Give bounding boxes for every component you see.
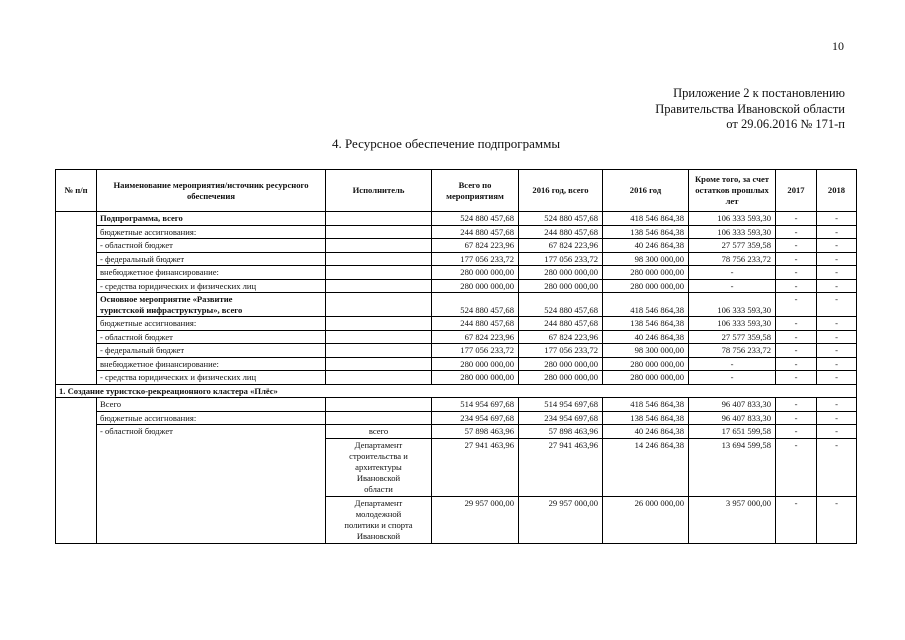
row-2018: - <box>817 279 857 293</box>
row-remains: - <box>689 266 776 280</box>
row-name: Всего <box>97 398 326 412</box>
row-name: бюджетные ассигнования: <box>97 225 326 239</box>
section-heading: 4. Ресурсное обеспечение подпрограммы <box>332 136 561 151</box>
table-row <box>56 225 857 239</box>
row-executor <box>326 317 432 331</box>
row-total: 524 880 457,68 <box>432 212 519 226</box>
row-2016-all: 524 880 457,68 <box>519 293 603 317</box>
row-name: - федеральный бюджет <box>97 344 326 358</box>
row-2018: - <box>817 266 857 280</box>
row-2018: - <box>817 344 857 358</box>
row-2017: - <box>776 330 817 344</box>
row-2017: - <box>776 357 817 371</box>
row-executor <box>326 357 432 371</box>
row-total: 67 824 223,96 <box>432 330 519 344</box>
row-2017: - <box>776 317 817 331</box>
row-remains: 106 333 593,30 <box>689 225 776 239</box>
row-remains: 27 577 359,58 <box>689 330 776 344</box>
row-remains: 96 407 833,30 <box>689 398 776 412</box>
row-remains: 106 333 593,30 <box>689 293 776 317</box>
row-2016: 138 546 864,38 <box>603 317 689 331</box>
executor-line: Ивановской <box>356 473 401 483</box>
row-name: внебюджетное финансирование: <box>97 357 326 371</box>
row-remains: 3 957 000,00 <box>689 497 776 544</box>
row-2017: - <box>776 239 817 253</box>
table-row <box>56 411 857 425</box>
row-total: 244 880 457,68 <box>432 225 519 239</box>
table-header-row <box>56 170 857 212</box>
row-2016: 98 300 000,00 <box>603 344 689 358</box>
row-name-main-activity <box>97 293 326 317</box>
row-remains: - <box>689 371 776 385</box>
row-executor: всего <box>326 425 432 439</box>
table-row <box>56 330 857 344</box>
row-2018: - <box>817 330 857 344</box>
row-2016: 418 546 864,38 <box>603 212 689 226</box>
table-row <box>56 317 857 331</box>
row-2018: - <box>817 293 857 317</box>
row-remains: 27 577 359,58 <box>689 239 776 253</box>
row-2016: 280 000 000,00 <box>603 266 689 280</box>
row-2016: 26 000 000,00 <box>603 497 689 544</box>
table-row <box>56 425 857 439</box>
row-2017: - <box>776 439 817 497</box>
row-2016: 418 546 864,38 <box>603 398 689 412</box>
table-row <box>56 344 857 358</box>
header-executor: Исполнитель <box>326 170 432 212</box>
row-2017: - <box>776 344 817 358</box>
table-row <box>56 293 857 317</box>
row-2018: - <box>817 357 857 371</box>
row-total: 177 056 233,72 <box>432 344 519 358</box>
row-name: бюджетные ассигнования: <box>97 411 326 425</box>
executor-line: Департамент <box>354 440 403 450</box>
row-total: 29 957 000,00 <box>432 497 519 544</box>
row-total: 524 880 457,68 <box>432 293 519 317</box>
row-2016-all: 177 056 233,72 <box>519 252 603 266</box>
row-remains: 106 333 593,30 <box>689 212 776 226</box>
header-2017: 2017 <box>776 170 817 212</box>
row-2016: 14 246 864,38 <box>603 439 689 497</box>
executor-line: молодежной <box>355 509 402 519</box>
row-2016-all: 280 000 000,00 <box>519 266 603 280</box>
executor-line: политики и спорта <box>344 520 413 530</box>
row-2018: - <box>817 225 857 239</box>
row-2016-all: 29 957 000,00 <box>519 497 603 544</box>
section-row <box>56 384 857 398</box>
row-2017: - <box>776 293 817 317</box>
row-name: - средства юридических и физических лиц <box>97 371 326 385</box>
row-2017: - <box>776 212 817 226</box>
page-number: 10 <box>832 39 844 53</box>
row-total: 280 000 000,00 <box>432 279 519 293</box>
row-2017: - <box>776 252 817 266</box>
row-total: 67 824 223,96 <box>432 239 519 253</box>
row-2016-all: 67 824 223,96 <box>519 330 603 344</box>
row-executor <box>326 330 432 344</box>
row-2018: - <box>817 252 857 266</box>
table-row <box>56 398 857 412</box>
executor-line: архитектуры <box>355 462 402 472</box>
row-total: 514 954 697,68 <box>432 398 519 412</box>
resource-table <box>55 169 857 544</box>
row-name: - областной бюджет <box>97 239 326 253</box>
row-name-line: туристской инфраструктуры», всего <box>100 304 243 315</box>
row-executor <box>326 225 432 239</box>
row-executor <box>326 239 432 253</box>
row-2016-all: 280 000 000,00 <box>519 371 603 385</box>
row-executor <box>326 279 432 293</box>
header-2016: 2016 год <box>603 170 689 212</box>
table-row <box>56 279 857 293</box>
row-executor <box>326 398 432 412</box>
row-name: бюджетные ассигнования: <box>97 317 326 331</box>
executor-line: строительства и <box>349 451 408 461</box>
row-remains: 96 407 833,30 <box>689 411 776 425</box>
executor-line: области <box>364 484 393 494</box>
row-2016: 280 000 000,00 <box>603 279 689 293</box>
header-num: № п/п <box>56 170 97 212</box>
row-executor <box>326 252 432 266</box>
row-executor <box>326 411 432 425</box>
row-remains: 78 756 233,72 <box>689 252 776 266</box>
row-total: 57 898 463,96 <box>432 425 519 439</box>
appendix-line: Правительства Ивановской области <box>655 101 845 116</box>
row-2017: - <box>776 266 817 280</box>
row-total: 280 000 000,00 <box>432 357 519 371</box>
row-name: - федеральный бюджет <box>97 252 326 266</box>
row-executor <box>326 212 432 226</box>
row-2016-all: 280 000 000,00 <box>519 357 603 371</box>
header-2016-all: 2016 год, всего <box>519 170 603 212</box>
row-2017: - <box>776 497 817 544</box>
table-row <box>56 357 857 371</box>
row-2016-all: 524 880 457,68 <box>519 212 603 226</box>
row-total: 244 880 457,68 <box>432 317 519 331</box>
row-executor-department <box>326 439 432 497</box>
row-2018: - <box>817 425 857 439</box>
row-remains: 13 694 599,58 <box>689 439 776 497</box>
row-2016: 138 546 864,38 <box>603 225 689 239</box>
row-2016-all: 177 056 233,72 <box>519 344 603 358</box>
row-remains: 17 651 599,58 <box>689 425 776 439</box>
row-2016-all: 57 898 463,96 <box>519 425 603 439</box>
row-2018: - <box>817 439 857 497</box>
row-2016-all: 244 880 457,68 <box>519 225 603 239</box>
row-2018: - <box>817 212 857 226</box>
table-row <box>56 212 857 226</box>
row-remains: - <box>689 279 776 293</box>
row-total: 280 000 000,00 <box>432 371 519 385</box>
row-remains: 106 333 593,30 <box>689 317 776 331</box>
row-2016-all: 27 941 463,96 <box>519 439 603 497</box>
row-name: - областной бюджет <box>97 425 326 544</box>
row-2016: 280 000 000,00 <box>603 357 689 371</box>
row-total: 280 000 000,00 <box>432 266 519 280</box>
row-remains: - <box>689 357 776 371</box>
row-2018: - <box>817 239 857 253</box>
row-2016: 418 546 864,38 <box>603 293 689 317</box>
row-2016: 40 246 864,38 <box>603 330 689 344</box>
row-total: 234 954 697,68 <box>432 411 519 425</box>
row-2017: - <box>776 398 817 412</box>
row-2017: - <box>776 425 817 439</box>
row-2018: - <box>817 411 857 425</box>
row-name: Подпрограмма, всего <box>97 212 326 226</box>
row-total: 27 941 463,96 <box>432 439 519 497</box>
row-2017: - <box>776 225 817 239</box>
table-row <box>56 371 857 385</box>
row-2016-all: 514 954 697,68 <box>519 398 603 412</box>
row-executor <box>326 344 432 358</box>
row-2016-all: 280 000 000,00 <box>519 279 603 293</box>
row-2016: 138 546 864,38 <box>603 411 689 425</box>
appendix-reference <box>655 86 845 133</box>
row-2016: 40 246 864,38 <box>603 239 689 253</box>
row-number-cell <box>56 212 97 385</box>
row-remains: 78 756 233,72 <box>689 344 776 358</box>
row-2018: - <box>817 317 857 331</box>
row-2016-all: 234 954 697,68 <box>519 411 603 425</box>
section-title: 1. Создание туристско-рекреационного кластера «Плёс» <box>56 384 857 398</box>
row-name: - областной бюджет <box>97 330 326 344</box>
header-total: Всего по мероприятиям <box>432 170 519 212</box>
row-executor-department <box>326 497 432 544</box>
row-executor <box>326 371 432 385</box>
row-2016: 40 246 864,38 <box>603 425 689 439</box>
row-executor <box>326 293 432 317</box>
row-executor <box>326 266 432 280</box>
header-name: Наименование мероприятия/источник ресурсного обеспечения <box>97 170 326 212</box>
header-remains: Кроме того, за счет остатков прошлых лет <box>689 170 776 212</box>
row-2016: 280 000 000,00 <box>603 371 689 385</box>
executor-line: Департамент <box>354 498 403 508</box>
appendix-line: от 29.06.2016 № 171-п <box>726 117 845 131</box>
row-2016-all: 244 880 457,68 <box>519 317 603 331</box>
row-name-line: Основное мероприятие «Развитие <box>100 294 233 304</box>
row-2017: - <box>776 279 817 293</box>
executor-line: Ивановской <box>356 531 401 541</box>
row-2018: - <box>817 371 857 385</box>
row-2016: 98 300 000,00 <box>603 252 689 266</box>
row-2017: - <box>776 411 817 425</box>
table-row <box>56 252 857 266</box>
row-number-cell <box>56 398 97 544</box>
row-name: внебюджетное финансирование: <box>97 266 326 280</box>
row-2018: - <box>817 398 857 412</box>
row-total: 177 056 233,72 <box>432 252 519 266</box>
header-2018: 2018 <box>817 170 857 212</box>
row-2018: - <box>817 497 857 544</box>
table-row <box>56 239 857 253</box>
row-2016-all: 67 824 223,96 <box>519 239 603 253</box>
row-name: - средства юридических и физических лиц <box>97 279 326 293</box>
appendix-line: Приложение 2 к постановлению <box>673 86 845 100</box>
row-2017: - <box>776 371 817 385</box>
table-row <box>56 266 857 280</box>
